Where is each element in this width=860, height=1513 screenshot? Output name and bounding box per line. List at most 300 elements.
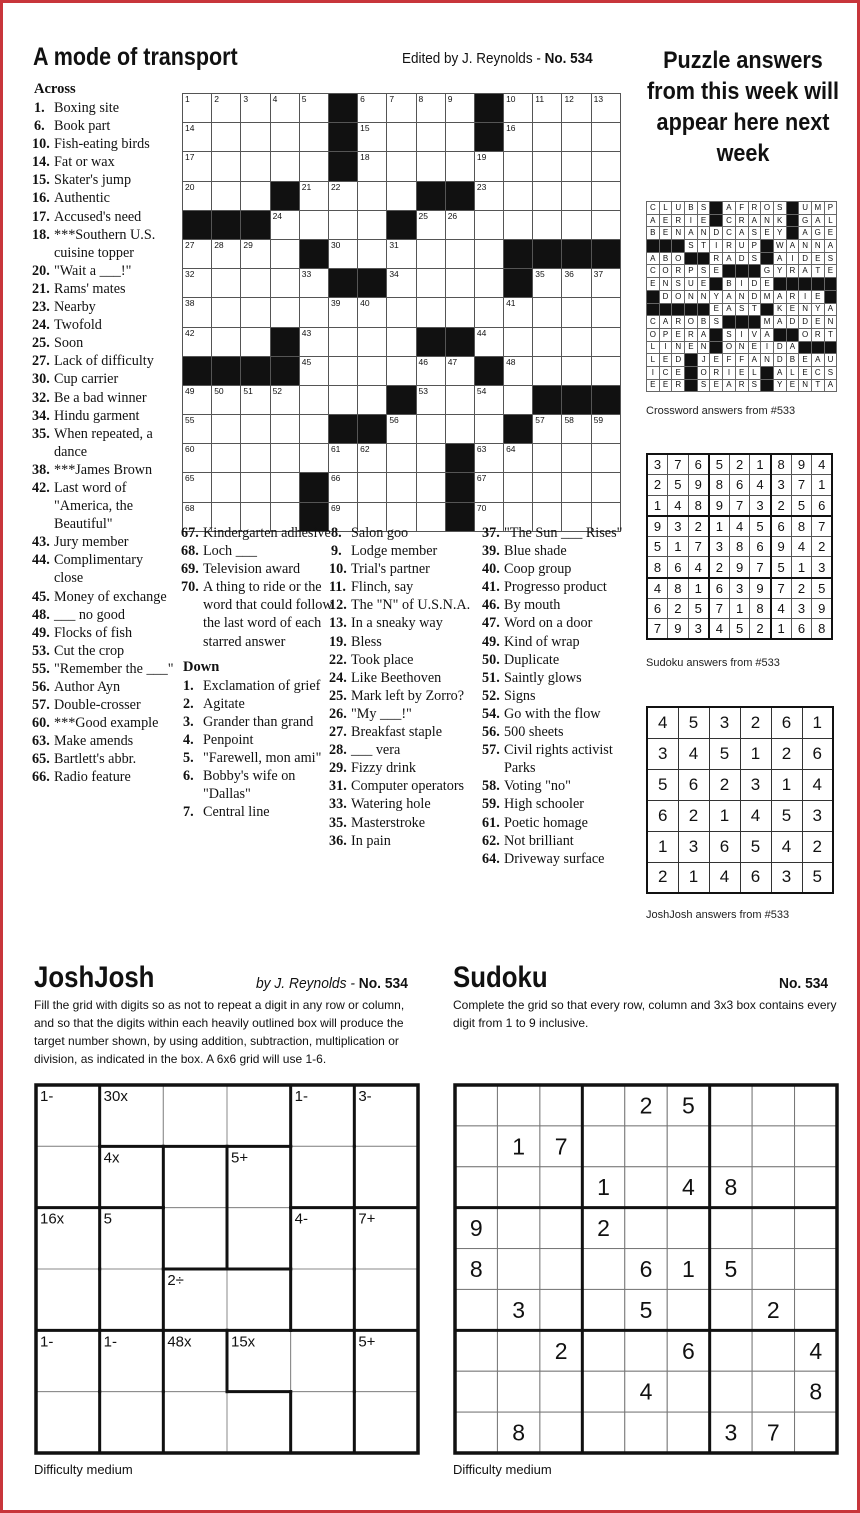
crossword-cell[interactable] [299,152,328,181]
clue-column-4 [484,524,626,868]
sudoku-cell[interactable] [667,1371,709,1412]
sudoku-cell[interactable] [540,1167,582,1208]
crossword-cell[interactable] [270,473,299,502]
crossword-cell[interactable] [562,152,591,181]
crossword-cell[interactable] [358,94,387,123]
crossword-cell[interactable] [562,210,591,239]
clue-number: 24. [32,317,50,334]
joshjosh-cell[interactable] [291,1330,355,1391]
crossword-cell[interactable] [358,356,387,385]
sudoku-cell[interactable] [795,1249,837,1290]
sudoku-cell[interactable] [455,1167,497,1208]
sudoku-cell[interactable] [540,1371,582,1412]
joshjosh-cell[interactable] [227,1085,291,1146]
crossword-cell[interactable] [533,210,562,239]
joshjosh-cell[interactable] [227,1269,291,1330]
crossword-cell[interactable] [474,210,503,239]
sudoku-cell[interactable] [752,1167,794,1208]
crossword-cell[interactable] [416,152,445,181]
sudoku-answer-cell: 7 [750,557,771,578]
sudoku-cell[interactable] [497,1167,539,1208]
crossword-cell[interactable] [270,385,299,414]
crossword-cell[interactable] [533,181,562,210]
crossword-cell[interactable] [328,444,357,473]
clue-number: 44. [32,552,50,569]
crossword-cell[interactable] [533,473,562,502]
crossword-cell[interactable] [183,123,212,152]
crossword-cell[interactable] [387,415,416,444]
clue-text: In a sneaky way [351,615,443,632]
crossword-cell[interactable] [299,356,328,385]
crossword-cell[interactable] [474,181,503,210]
crossword-cell[interactable] [358,298,387,327]
crossword-cell[interactable] [212,415,241,444]
crossword-cell[interactable] [416,210,445,239]
sudoku-cell[interactable] [625,1126,667,1167]
sudoku-cell[interactable] [540,1289,582,1330]
crossword-cell-number: 10 [506,94,516,104]
sudoku-cell[interactable] [667,1412,709,1453]
sudoku-cell[interactable] [455,1085,497,1126]
crossword-cell[interactable] [183,444,212,473]
joshjosh-cell[interactable] [163,1392,227,1453]
crossword-cell[interactable] [387,123,416,152]
crossword-cell[interactable] [270,210,299,239]
joshjosh-cell[interactable] [227,1392,291,1453]
crossword-cell[interactable] [445,210,474,239]
crossword-cell[interactable] [270,269,299,298]
clue-item [331,542,481,560]
crossword-cell[interactable] [183,385,212,414]
crossword-cell[interactable] [445,152,474,181]
crossword-cell[interactable] [183,269,212,298]
crossword-cell[interactable] [533,94,562,123]
clue-text: Bobby's wife on "Dallas" [203,768,296,803]
crossword-cell[interactable] [416,298,445,327]
crossword-cell[interactable] [212,239,241,268]
joshjosh-cell[interactable] [36,1146,100,1207]
sudoku-cell[interactable] [540,1208,582,1249]
crossword-cell[interactable] [241,123,270,152]
sudoku-cell[interactable] [625,1412,667,1453]
crossword-cell[interactable] [212,181,241,210]
crossword-cell[interactable] [504,94,533,123]
clue-text: "Farewell, mon ami" [203,750,322,767]
crossword-cell[interactable] [358,239,387,268]
crossword-cell-number: 62 [360,444,370,455]
sudoku-cell[interactable] [795,1126,837,1167]
crossword-cell[interactable] [212,123,241,152]
crossword-cell[interactable] [358,473,387,502]
crossword-cell[interactable] [212,327,241,356]
crossword-cell[interactable] [445,298,474,327]
crossword-cell[interactable] [299,327,328,356]
sudoku-cell[interactable] [752,1249,794,1290]
crossword-cell[interactable] [241,181,270,210]
crossword-cell[interactable] [328,210,357,239]
crossword-cell[interactable] [387,298,416,327]
answer-letter: P [659,328,672,341]
joshjosh-answer-cell: 3 [740,769,771,800]
sudoku-cell[interactable] [795,1085,837,1126]
crossword-cell[interactable] [299,181,328,210]
cage-clue: 1- [40,1088,54,1105]
crossword-cell[interactable] [562,415,591,444]
crossword-cell[interactable] [241,152,270,181]
crossword-cell[interactable] [416,269,445,298]
sudoku-cell[interactable] [752,1126,794,1167]
crossword-cell[interactable] [212,298,241,327]
crossword-cell[interactable] [183,239,212,268]
crossword-cell[interactable] [358,327,387,356]
crossword-cell[interactable] [328,181,357,210]
crossword-cell[interactable] [591,210,620,239]
crossword-cell-number: 35 [535,269,545,280]
answer-letter: D [799,316,812,329]
sudoku-cell[interactable] [710,1126,752,1167]
clue-item [183,578,333,650]
crossword-cell[interactable] [474,415,503,444]
joshjosh-cell[interactable] [291,1269,355,1330]
sudoku-cell[interactable] [497,1085,539,1126]
crossword-cell[interactable] [504,327,533,356]
clue-text: Poetic homage [504,814,588,831]
sudoku-given: 1 [597,1174,610,1201]
joshjosh-cell[interactable] [100,1392,164,1453]
crossword-cell[interactable] [358,210,387,239]
sudoku-cell[interactable] [455,1412,497,1453]
crossword-cell[interactable] [533,444,562,473]
crossword-cell-number: 68 [185,502,195,513]
sudoku-cell[interactable] [625,1208,667,1249]
crossword-cell[interactable] [416,385,445,414]
crossword-cell[interactable] [299,269,328,298]
sudoku-cell[interactable] [497,1249,539,1290]
crossword-cell[interactable] [358,123,387,152]
sudoku-cell[interactable] [582,1126,624,1167]
crossword-cell[interactable] [358,444,387,473]
crossword-cell[interactable] [183,415,212,444]
crossword-cell[interactable] [358,385,387,414]
crossword-cell[interactable] [241,473,270,502]
crossword-cell[interactable] [591,152,620,181]
crossword-cell[interactable] [445,239,474,268]
sudoku-cell[interactable] [752,1371,794,1412]
sudoku-answer-cell: 8 [771,454,792,475]
crossword-cell[interactable] [387,181,416,210]
crossword-cell[interactable] [270,239,299,268]
sudoku-cell[interactable] [540,1085,582,1126]
crossword-cell[interactable] [270,444,299,473]
crossword-cell[interactable] [270,94,299,123]
crossword-cell[interactable] [474,327,503,356]
joshjosh-cell[interactable] [100,1269,164,1330]
sudoku-cell[interactable] [582,1371,624,1412]
answer-black-square [786,328,799,341]
joshjosh-cell[interactable] [291,1392,355,1453]
crossword-cell[interactable] [591,269,620,298]
crossword-cell[interactable] [445,356,474,385]
sudoku-cell[interactable] [582,1412,624,1453]
sudoku-cell[interactable] [582,1330,624,1371]
crossword-cell[interactable] [533,327,562,356]
crossword-cell[interactable] [474,385,503,414]
crossword-cell[interactable] [562,327,591,356]
crossword-cell[interactable] [562,269,591,298]
crossword-cell[interactable] [387,239,416,268]
clue-text: Cup carrier [54,371,119,388]
sudoku-cell[interactable] [540,1249,582,1290]
sudoku-answer-cell: 7 [647,619,668,640]
crossword-cell[interactable] [183,94,212,123]
crossword-cell[interactable] [270,298,299,327]
crossword-cell[interactable] [212,385,241,414]
crossword-cell[interactable] [241,239,270,268]
crossword-cell[interactable] [183,327,212,356]
sudoku-cell[interactable] [455,1289,497,1330]
sudoku-answer-cell: 6 [668,557,689,578]
crossword-cell[interactable] [183,152,212,181]
crossword-cell[interactable] [212,152,241,181]
crossword-cell[interactable] [562,181,591,210]
crossword-cell[interactable] [445,385,474,414]
crossword-cell[interactable] [241,298,270,327]
crossword-cell[interactable] [299,415,328,444]
joshjosh-cell[interactable] [36,1392,100,1453]
crossword-cell[interactable] [504,181,533,210]
crossword-cell[interactable] [328,239,357,268]
crossword-cell[interactable] [504,152,533,181]
crossword-cell[interactable] [241,269,270,298]
crossword-cell[interactable] [591,473,620,502]
crossword-cell[interactable] [591,123,620,152]
sudoku-cell[interactable] [752,1208,794,1249]
answer-letter: S [672,278,685,291]
crossword-cell[interactable] [504,444,533,473]
crossword-cell[interactable] [212,94,241,123]
crossword-cell[interactable] [591,327,620,356]
crossword-cell[interactable] [387,444,416,473]
joshjosh-cell[interactable] [354,1146,418,1207]
crossword-cell[interactable] [183,181,212,210]
sudoku-cell[interactable] [795,1412,837,1453]
answer-letter: K [773,214,786,227]
crossword-cell[interactable] [562,123,591,152]
crossword-cell[interactable] [445,269,474,298]
crossword-cell[interactable] [387,327,416,356]
crossword-cell[interactable] [299,298,328,327]
crossword-cell[interactable] [474,298,503,327]
clue-item [34,768,174,786]
joshjosh-cell[interactable] [291,1146,355,1207]
sudoku-cell[interactable] [582,1289,624,1330]
clue-number: 56. [32,679,50,695]
answer-black-square [748,316,761,329]
crossword-cell[interactable] [533,298,562,327]
sudoku-answers-caption: Sudoku answers from #533 [646,657,780,669]
crossword-cell[interactable] [416,123,445,152]
crossword-cell[interactable] [562,473,591,502]
crossword-cell[interactable] [299,210,328,239]
answer-black-square [824,341,837,354]
sudoku-cell[interactable] [795,1289,837,1330]
clue-text: By mouth [504,597,561,614]
crossword-cell[interactable] [212,444,241,473]
crossword-cell[interactable] [591,298,620,327]
joshjosh-answer-cell: 3 [647,738,678,769]
sudoku-cell[interactable] [667,1126,709,1167]
crossword-cell[interactable] [387,94,416,123]
crossword-cell[interactable] [445,94,474,123]
crossword-cell[interactable] [591,415,620,444]
crossword-cell[interactable] [416,239,445,268]
crossword-cell[interactable] [591,444,620,473]
crossword-cell[interactable] [474,152,503,181]
crossword-cell[interactable] [241,94,270,123]
crossword-cell[interactable] [416,356,445,385]
sudoku-cell[interactable] [710,1289,752,1330]
sudoku-cell[interactable] [582,1249,624,1290]
crossword-cell[interactable] [183,298,212,327]
sudoku-cell[interactable] [667,1289,709,1330]
sudoku-cell[interactable] [455,1371,497,1412]
crossword-cell[interactable] [533,152,562,181]
answer-letter: I [786,252,799,265]
crossword-cell[interactable] [387,356,416,385]
crossword-cell[interactable] [416,473,445,502]
crossword-cell[interactable] [445,415,474,444]
crossword-cell[interactable] [299,94,328,123]
answer-letter: R [672,379,685,392]
sudoku-answer-cell: 6 [647,598,668,619]
crossword-cell[interactable] [387,269,416,298]
joshjosh-cell[interactable] [163,1208,227,1269]
joshjosh-cell[interactable] [163,1085,227,1146]
crossword-cell[interactable] [504,473,533,502]
sudoku-cell[interactable] [795,1167,837,1208]
crossword-cell[interactable] [474,269,503,298]
crossword-cell[interactable] [474,444,503,473]
crossword-cell-number: 70 [476,502,487,513]
clue-number: 60. [32,715,50,732]
sudoku-cell[interactable] [540,1412,582,1453]
crossword-cell[interactable] [241,415,270,444]
crossword-cell[interactable] [416,444,445,473]
sudoku-cell[interactable] [795,1208,837,1249]
sudoku-cell[interactable] [710,1085,752,1126]
sudoku-cell[interactable] [667,1208,709,1249]
crossword-cell[interactable] [504,298,533,327]
crossword-cell[interactable] [358,181,387,210]
crossword-cell[interactable] [591,181,620,210]
crossword-cell[interactable] [241,385,270,414]
crossword-cell[interactable] [328,356,357,385]
sudoku-cell[interactable] [497,1330,539,1371]
crossword-cell[interactable] [562,94,591,123]
crossword-cell[interactable] [387,473,416,502]
crossword-cell[interactable] [504,210,533,239]
crossword-cell[interactable] [474,473,503,502]
answer-letter: M [811,202,824,215]
sudoku-cell[interactable] [582,1085,624,1126]
crossword-cell[interactable] [416,415,445,444]
crossword-cell[interactable] [504,356,533,385]
crossword-cell[interactable] [212,269,241,298]
sudoku-cell[interactable] [710,1371,752,1412]
crossword-cell-number: 8 [418,94,424,104]
joshjosh-cell[interactable] [354,1269,418,1330]
crossword-cell[interactable] [299,444,328,473]
crossword-cell[interactable] [328,385,357,414]
joshjosh-cell[interactable] [227,1208,291,1269]
crossword-cell[interactable] [504,385,533,414]
joshjosh-answer-cell: 4 [647,707,678,738]
sudoku-answer-cell: 6 [771,516,792,537]
crossword-cell[interactable] [328,327,357,356]
crossword-cell[interactable] [299,123,328,152]
sudoku-cell[interactable] [752,1330,794,1371]
crossword-cell[interactable] [591,94,620,123]
crossword-cell[interactable] [474,239,503,268]
sudoku-cell[interactable] [625,1330,667,1371]
crossword-cell[interactable] [445,123,474,152]
joshjosh-answers-caption: JoshJosh answers from #533 [646,909,790,921]
crossword-cell[interactable] [270,123,299,152]
sudoku-cell[interactable] [455,1330,497,1371]
crossword-cell[interactable] [416,94,445,123]
crossword-cell[interactable] [299,385,328,414]
sudoku-cell[interactable] [455,1126,497,1167]
crossword-cell[interactable] [562,298,591,327]
crossword-cell[interactable] [562,356,591,385]
crossword-cell[interactable] [270,152,299,181]
answer-black-square [786,214,799,227]
crossword-cell[interactable] [183,473,212,502]
crossword-cell[interactable] [212,473,241,502]
sudoku-answer-cell: 3 [647,454,668,475]
crossword-cell[interactable] [241,327,270,356]
crossword-cell[interactable] [358,152,387,181]
clue-number: 70. [181,579,199,596]
crossword-cell[interactable] [533,123,562,152]
sudoku-cell[interactable] [497,1208,539,1249]
sudoku-answer-cell: 6 [750,536,771,557]
crossword-cell[interactable] [562,444,591,473]
sudoku-cell[interactable] [710,1330,752,1371]
crossword-cell[interactable] [504,123,533,152]
joshjosh-cell[interactable] [354,1392,418,1453]
crossword-cell[interactable] [591,356,620,385]
crossword-cell[interactable] [241,444,270,473]
crossword-cell[interactable] [270,415,299,444]
crossword-cell[interactable] [533,269,562,298]
crossword-cell[interactable] [533,356,562,385]
sudoku-cell[interactable] [497,1371,539,1412]
sudoku-cell[interactable] [625,1167,667,1208]
joshjosh-cell[interactable] [163,1146,227,1207]
crossword-cell[interactable] [328,298,357,327]
crossword-cell[interactable] [533,415,562,444]
sudoku-cell[interactable] [710,1208,752,1249]
sudoku-answer-cell: 6 [709,578,730,599]
sudoku-cell[interactable] [752,1085,794,1126]
answer-letter: A [761,328,774,341]
answer-black-square [799,278,812,291]
crossword-cell[interactable] [387,152,416,181]
clue-text: Watering hole [351,796,431,813]
crossword-cell[interactable] [328,473,357,502]
joshjosh-cell[interactable] [36,1269,100,1330]
